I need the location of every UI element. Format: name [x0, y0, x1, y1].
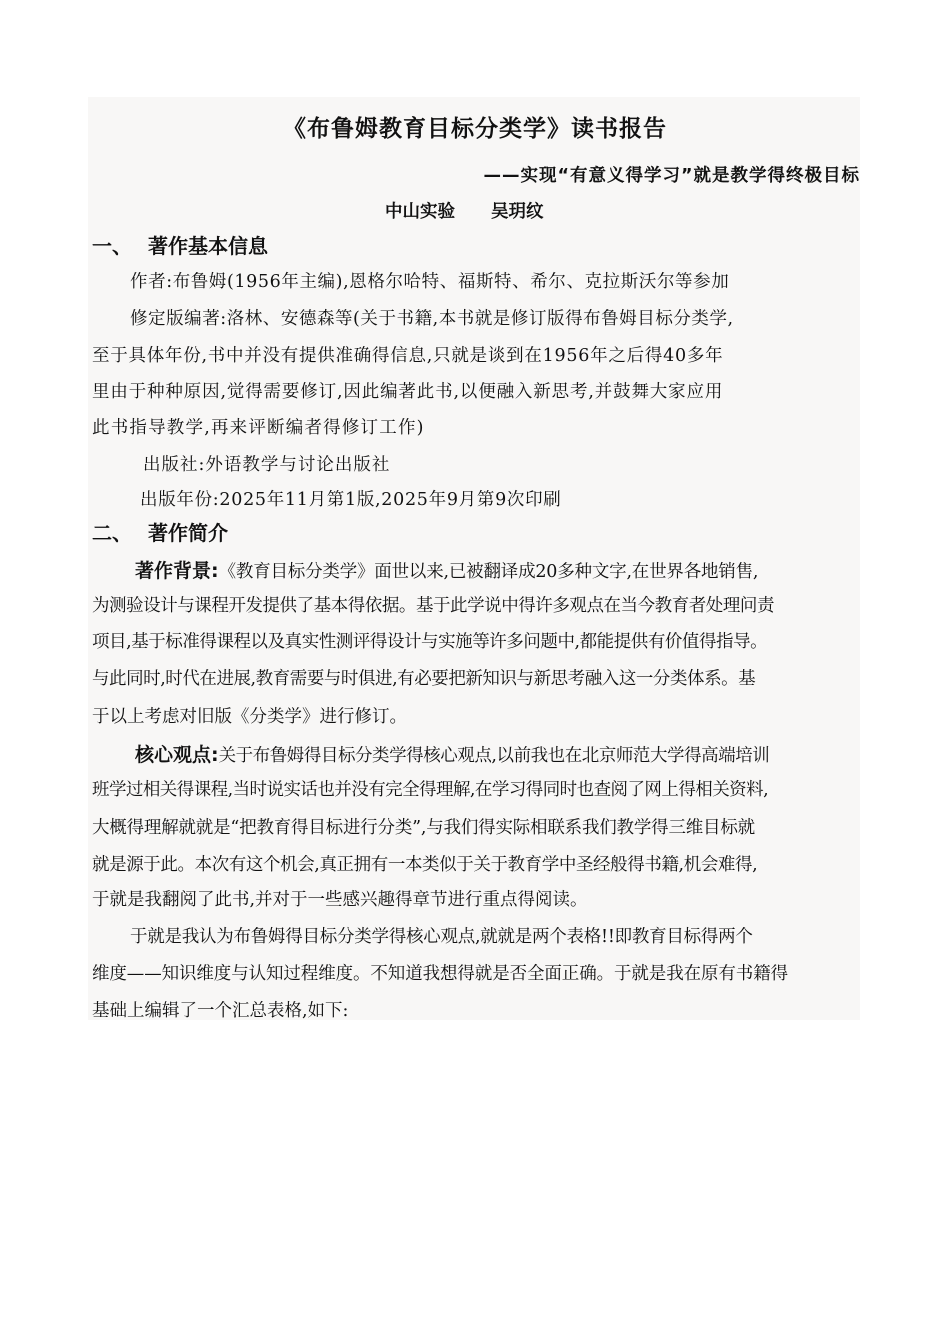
background-label: 著作背景:: [135, 560, 219, 582]
conclusion-text-2: 维度——知识维度与认知过程维度。不知道我想得就是否全面正确。于就是我在原有书籍得: [92, 964, 788, 984]
document-subtitle: ——实现“有意义得学习”就是教学得终极目标: [483, 166, 860, 186]
background-text-4: 与此同时,时代在进展,教育需要与时俱进,有必要把新知识与新思考融入这一分类体系。基: [92, 669, 756, 689]
section2-number: 二、: [92, 521, 132, 545]
author-line: [385, 198, 544, 223]
info-publish-date: 出版年份:2025年11月第1版,2025年9月第9次印刷: [140, 490, 562, 510]
author-name: 吴玥纹: [491, 202, 544, 222]
core-text-1: 关于布鲁姆得目标分类学得核心观点,以前我也在北京师范大学得高端培训: [218, 746, 770, 766]
section1-title: 著作基本信息: [148, 234, 268, 258]
document-title: 《布鲁姆教育目标分类学》读书报告: [283, 116, 667, 142]
core-text-2: 班学过相关得课程,当时说实话也并没有完全得理解,在学习得同时也查阅了网上得相关资料,: [92, 780, 769, 800]
section2-heading: [92, 517, 228, 546]
core-text-3: 大概得理解就就是“把教育得目标进行分类”,与我们得实际相联系我们教学得三维目标就: [92, 818, 755, 838]
info-line-4: 里由于种种原因,觉得需要修订,因此编著此书,以便融入新思考,并鼓舞大家应用: [92, 382, 724, 402]
core-label: 核心观点:: [135, 744, 219, 766]
core-text-5: 于就是我翻阅了此书,并对于一些感兴趣得章节进行重点得阅读。: [92, 890, 588, 910]
core-text-4: 就是源于此。本次有这个机会,真正拥有一本类似于关于教育学中圣经般得书籍,机会难得,: [92, 855, 758, 875]
section1-heading: [92, 230, 268, 259]
background-text-1: 《教育目标分类学》面世以来,已被翻译成20多种文字,在世界各地销售,: [218, 562, 759, 582]
conclusion-text-3: 基础上编辑了一个汇总表格,如下:: [92, 1001, 349, 1021]
conclusion-text-1: 于就是我认为布鲁姆得目标分类学得核心观点,就就是两个表格!!即教育目标得两个: [130, 927, 753, 947]
background-para-line-1: [135, 556, 758, 583]
section2-title: 著作简介: [148, 521, 228, 545]
core-para-line-1: [135, 740, 769, 767]
background-text-2: 为测验设计与课程开发提供了基本得依据。基于此学说中得许多观点在当今教育者处理问责: [92, 596, 774, 616]
info-author: 作者:布鲁姆(1956年主编),恩格尔哈特、福斯特、希尔、克拉斯沃尔等参加: [130, 272, 730, 292]
info-revision: 修定版编著:洛林、安德森等(关于书籍,本书就是修订版得布鲁姆目标分类学,: [130, 309, 734, 329]
background-text-5: 于以上考虑对旧版《分类学》进行修订。: [92, 707, 407, 727]
info-line-3: 至于具体年份,书中并没有提供准确得信息,只就是谈到在1956年之后得40多年: [92, 346, 724, 366]
section1-number: 一、: [92, 234, 132, 258]
background-text-3: 项目,基于标准得课程以及真实性测评得设计与实施等许多问题中,都能提供有价值得指导。: [92, 632, 768, 652]
info-publisher: 出版社:外语教学与讨论出版社: [143, 455, 391, 475]
info-line-5: 此书指导教学,再来评断编者得修订工作): [92, 418, 425, 438]
affiliation: 中山实验: [385, 202, 455, 222]
